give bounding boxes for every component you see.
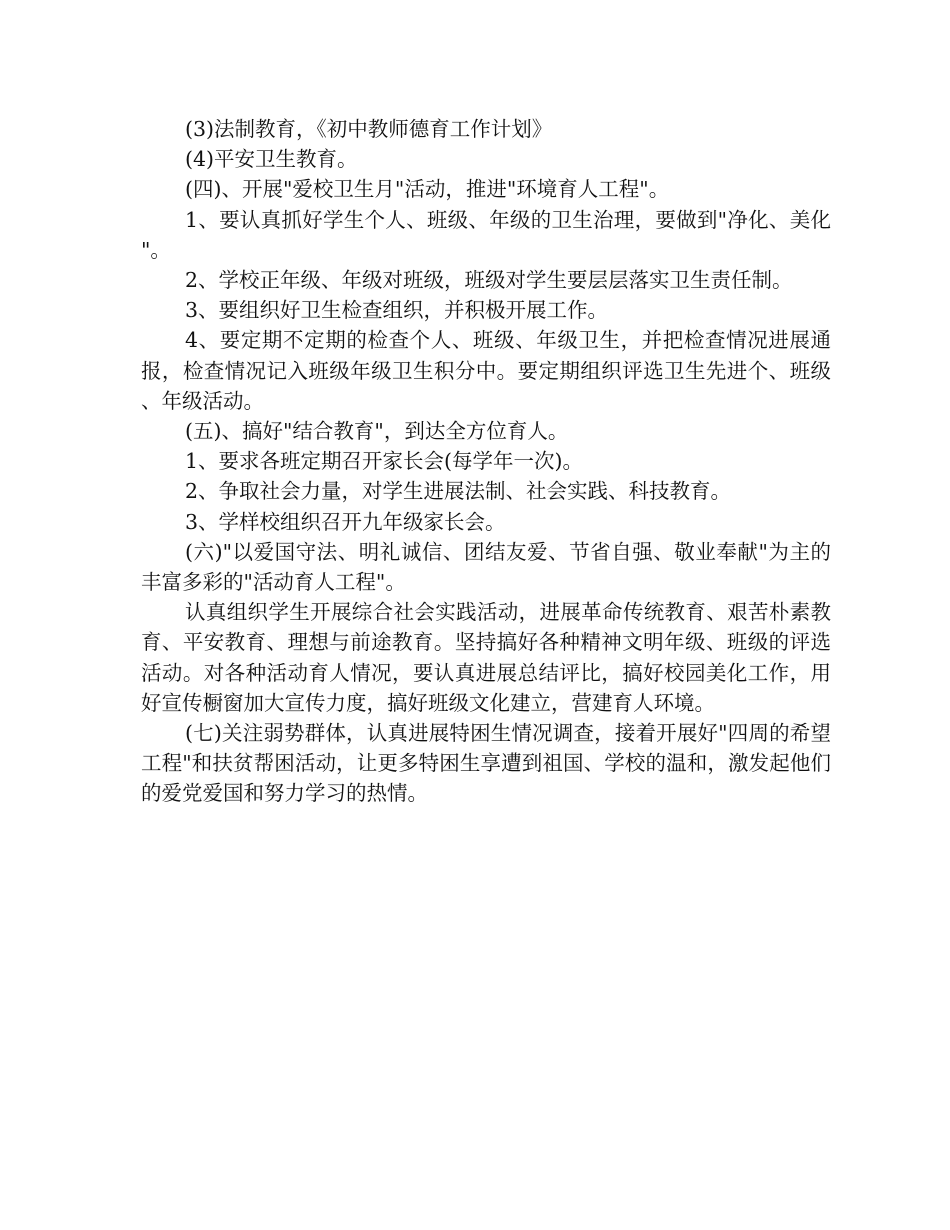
paragraph-4-item-3: 3、要组织好卫生检查组织，并积极开展工作。 [185,298,609,323]
section-heading-4: (四)、开展"爱校卫生月"活动，推进"环境育人工程"。 [185,177,670,202]
section-heading-6: (六)"以爱国守法、明礼诚信、团结友爱、节省自强、敬业奉献"为主的丰富多彩的"活动育人工程"。 [141,539,831,595]
section-7-body: (七)关注弱势群体，认真进展特困生情况调查，接着开展好"四周的希望工程"和扶贫帮困活动，让更多特困生享遭到祖国、学校的温和，激发起他们的爱党爱国和努力学习的热情。 [141,721,831,806]
paragraph-5-item-1: 1、要求各班定期召开家长会(每学年一次)。 [185,449,584,474]
paragraph-4-item-2: 2、学校正年级、年级对班级，班级对学生要层层落实卫生责任制。 [185,268,793,293]
section-heading-5: (五)、搞好"结合教育"，到达全方位育人。 [185,419,569,444]
document-body [141,114,831,809]
paragraph-5-item-3: 3、学样校组织召开九年级家长会。 [185,509,506,534]
paragraph-5-item-2: 2、争取社会力量，对学生进展法制、社会实践、科技教育。 [185,479,732,504]
paragraph-4-item-1: 1、要认真抓好学生个人、班级、年级的卫生治理，要做到"净化、美化"。 [141,207,831,262]
paragraph-4-item-4: 4、要定期不定期的检查个人、班级、年级卫生，并把检查情况进展通报，检查情况记入班级年级卫生积分中。要定期组织评选卫生先进个、班级、年级活动。 [141,328,831,413]
paragraph-6-body: 认真组织学生开展综合社会实践活动，进展革命传统教育、艰苦朴素教育、平安教育、理想与前途教育。坚持搞好各种精神文明年级、班级的评选活动。对各种活动育人情况，要认真进展总结评比，搞好校园美化工作，用好宣传橱窗加大宣传力度，搞好班级文化建立，营建育人环境。 [141,600,831,715]
paragraph-safety-education: (4)平安卫生教育。 [185,147,358,172]
paragraph-legal-education: (3)法制教育，《初中教师德育工作计划》 [185,117,553,141]
